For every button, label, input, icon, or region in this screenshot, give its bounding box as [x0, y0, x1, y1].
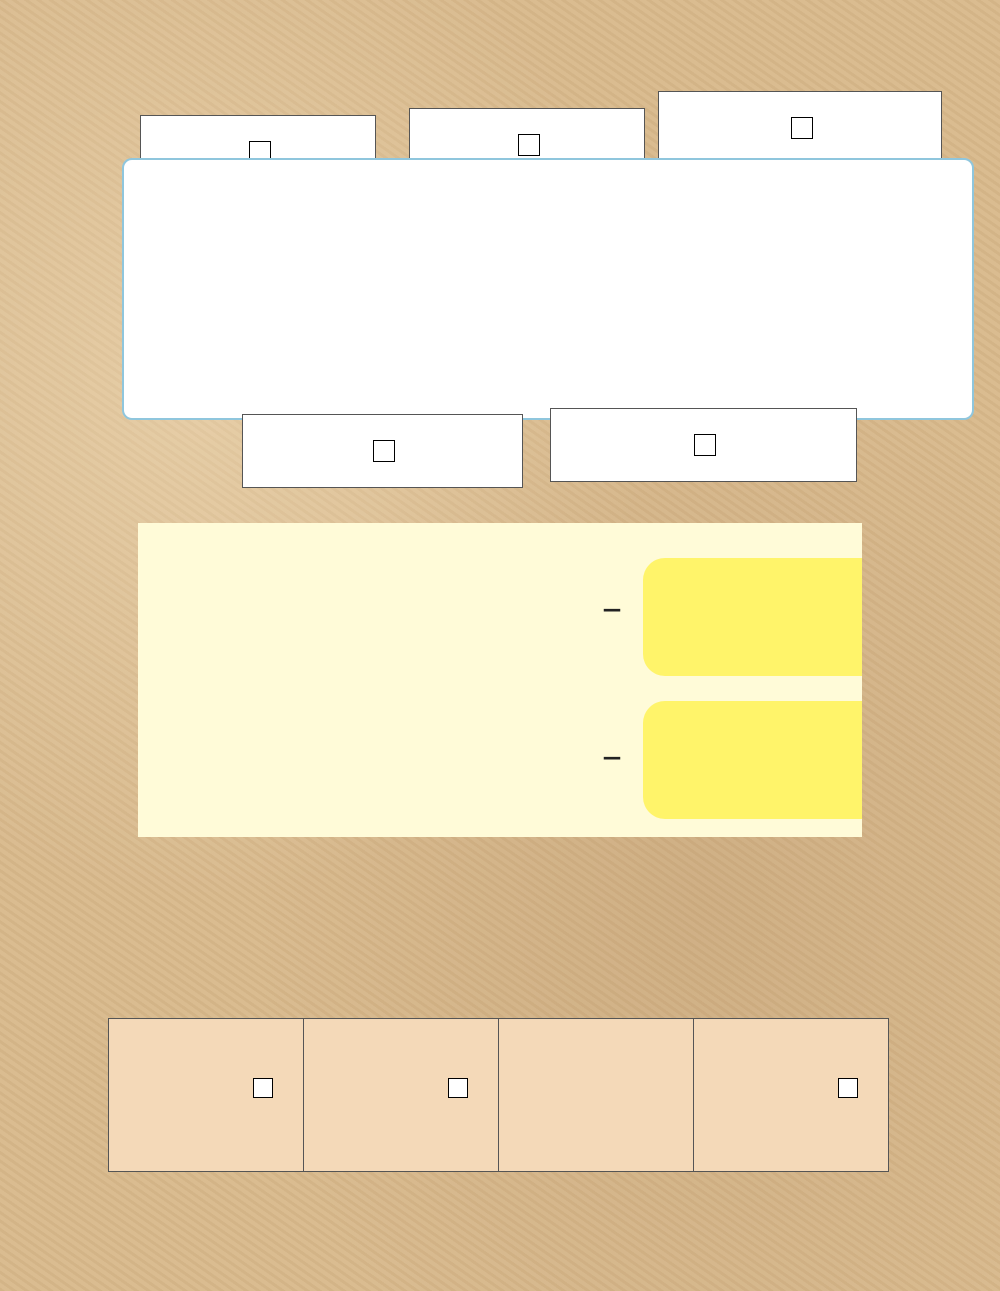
- vocabulary-panel: [122, 158, 974, 420]
- option-box-3[interactable]: [658, 91, 942, 165]
- question-1: –: [602, 585, 622, 631]
- checkbox-icon[interactable]: [518, 134, 540, 156]
- answer-cell[interactable]: [304, 1019, 499, 1172]
- vine-border-left-icon: [28, 80, 88, 1210]
- answer-cell[interactable]: [109, 1019, 304, 1172]
- option-box-4[interactable]: [242, 414, 523, 488]
- checkbox-icon[interactable]: [253, 1078, 273, 1098]
- vine-border-top-icon: [30, 30, 990, 90]
- option-box-5[interactable]: [550, 408, 857, 482]
- answer-cell[interactable]: [499, 1019, 694, 1172]
- question-prompt-1: [643, 558, 862, 676]
- checkbox-icon[interactable]: [694, 434, 716, 456]
- answer-cell[interactable]: [694, 1019, 889, 1172]
- checkbox-icon[interactable]: [838, 1078, 858, 1098]
- question-prompt-2: [643, 701, 862, 819]
- checkbox-icon[interactable]: [373, 440, 395, 462]
- questions-panel: [138, 523, 862, 837]
- question-2: –: [602, 733, 622, 779]
- answer-table: [108, 1018, 889, 1172]
- vine-border-bottom-icon: [30, 1198, 990, 1258]
- checkbox-icon[interactable]: [791, 117, 813, 139]
- checkbox-icon[interactable]: [448, 1078, 468, 1098]
